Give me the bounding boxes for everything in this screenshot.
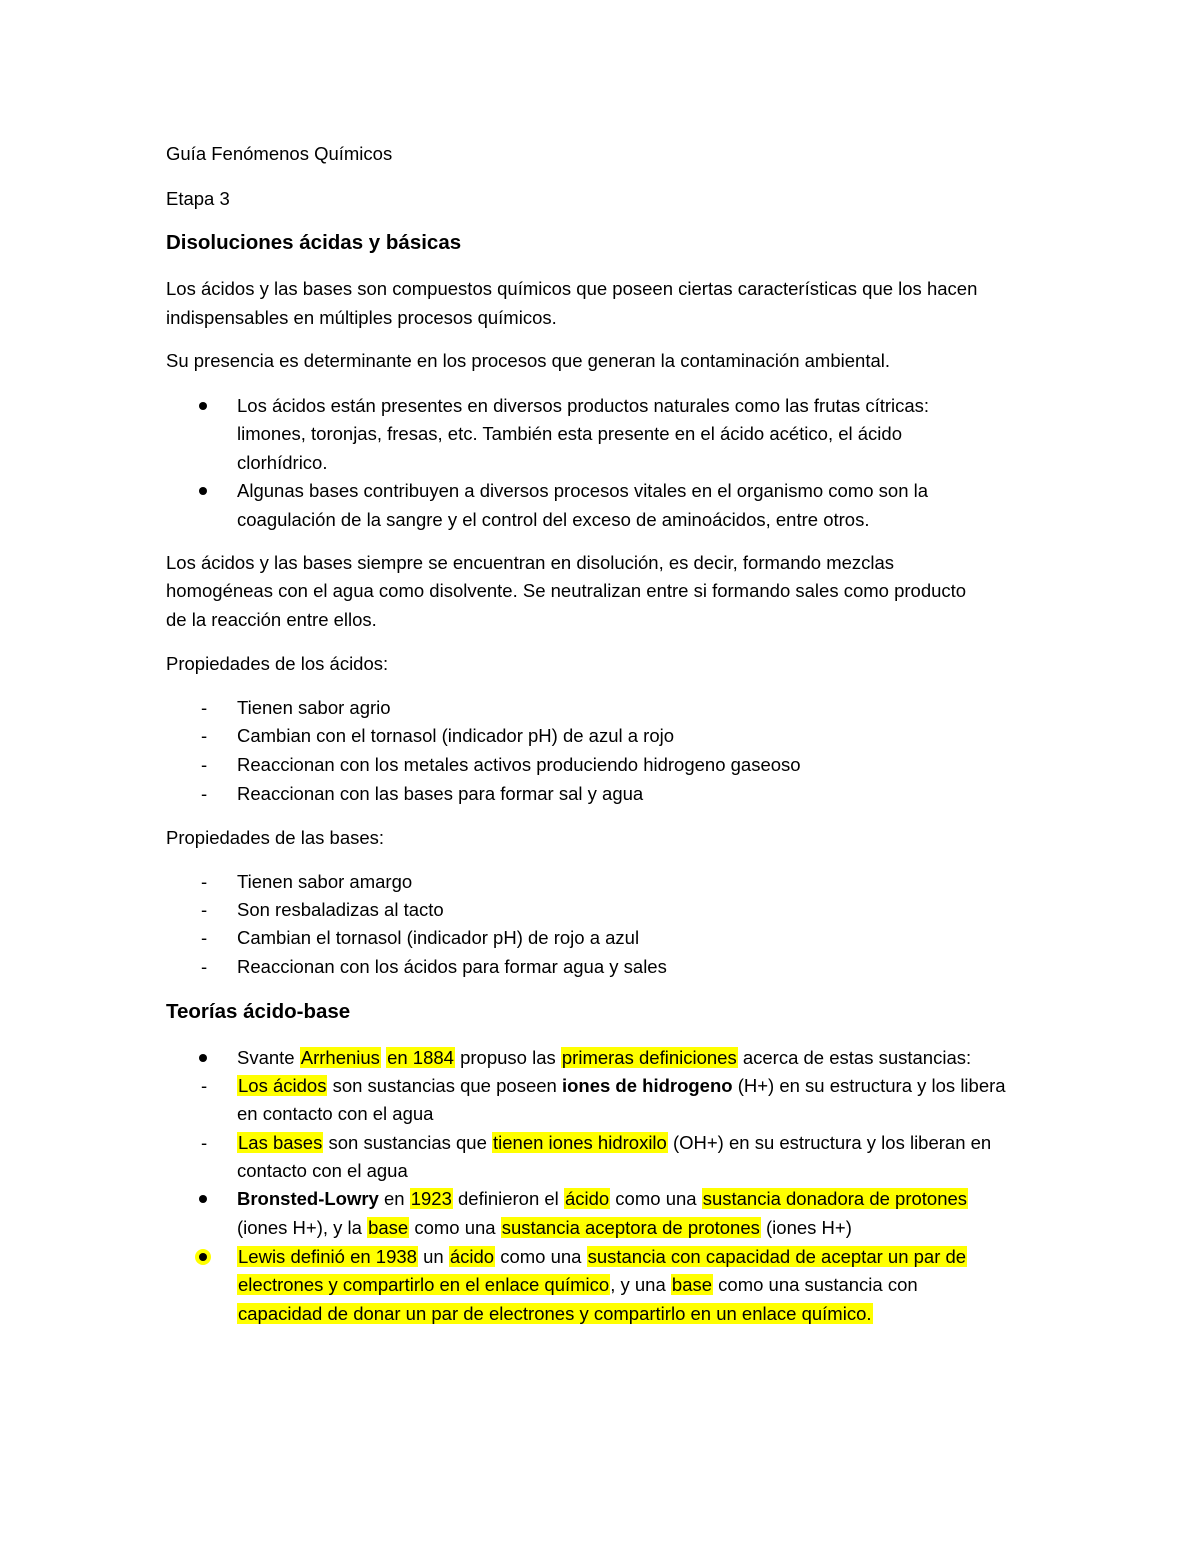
paragraph-line: homogéneas con el agua como disolvente. Se neutralizan entre si formando sales como producto <box>166 580 967 601</box>
dash-icon: - <box>201 1075 208 1096</box>
bullet-text-line: Algunas bases contribuyen a diversos procesos vitales en el organismo como son la <box>237 480 929 501</box>
paragraph-line: indispensables en múltiples procesos químicos. <box>166 307 557 328</box>
bullet-icon <box>199 487 207 495</box>
stage-label: Etapa 3 <box>166 188 230 209</box>
dash-icon: - <box>201 899 208 920</box>
dash-icon: - <box>201 871 208 892</box>
list-item: Reaccionan con los metales activos produciendo hidrogeno gaseoso <box>237 754 801 775</box>
bronsted-lowry-line: Bronsted-Lowry en 1923 definieron el ácido como una sustancia donadora de protones <box>237 1188 968 1209</box>
dash-icon: - <box>201 725 208 746</box>
bullet-icon <box>199 402 207 410</box>
bullet-icon <box>199 1195 207 1203</box>
document-title: Guía Fenómenos Químicos <box>166 143 393 164</box>
arrhenius-acid-line-2: en contacto con el agua <box>237 1103 434 1124</box>
arrhenius-line: Svante Arrhenius en 1884 propuso las primeras definiciones acerca de estas sustancias: <box>237 1047 972 1068</box>
dash-icon: - <box>201 927 208 948</box>
lewis-line: Lewis definió en 1938 un ácido como una sustancia con capacidad de aceptar un par de <box>238 1246 967 1267</box>
bullet-text-line: coagulación de la sangre y el control del exceso de aminoácidos, entre otros. <box>237 509 870 530</box>
arrhenius-base-line-2: contacto con el agua <box>237 1160 408 1181</box>
bullet-text-line: limones, toronjas, fresas, etc. También esta presente en el ácido acético, el ácido <box>237 423 902 444</box>
bullet-text-line: clorhídrico. <box>237 452 328 473</box>
paragraph-line: de la reacción entre ellos. <box>166 609 377 630</box>
list-item: Reaccionan con las bases para formar sal y agua <box>237 783 644 804</box>
paragraph-line: Su presencia es determinante en los procesos que generan la contaminación ambiental. <box>166 350 891 371</box>
lewis-line-3: capacidad de donar un par de electrones y compartirlo en un enlace químico. <box>238 1303 872 1324</box>
base-properties-title: Propiedades de las bases: <box>166 827 385 848</box>
dash-icon: - <box>201 1132 208 1153</box>
bullet-icon <box>199 1054 207 1062</box>
section-heading-disoluciones: Disoluciones ácidas y básicas <box>166 231 462 254</box>
dash-icon: - <box>201 783 208 804</box>
list-item: Tienen sabor amargo <box>237 871 413 892</box>
list-item: Cambian el tornasol (indicador pH) de rojo a azul <box>237 927 640 948</box>
bullet-text-line: Los ácidos están presentes en diversos productos naturales como las frutas cítricas: <box>237 395 930 416</box>
list-item: Tienen sabor agrio <box>237 697 391 718</box>
list-item: Reaccionan con los ácidos para formar agua y sales <box>237 956 667 977</box>
acid-properties-title: Propiedades de los ácidos: <box>166 653 389 674</box>
paragraph-line: Los ácidos y las bases son compuestos químicos que poseen ciertas características que los hacen <box>166 278 978 299</box>
dash-icon: - <box>201 956 208 977</box>
bronsted-lowry-line-2: (iones H+), y la base como una sustancia aceptora de protones (iones H+) <box>237 1217 852 1238</box>
lewis-line-2: electrones y compartirlo en el enlace químico, y una base como una sustancia con <box>238 1274 918 1295</box>
section-heading-teorias: Teorías ácido-base <box>166 1000 351 1023</box>
paragraph-line: Los ácidos y las bases siempre se encuentran en disolución, es decir, formando mezclas <box>166 552 895 573</box>
list-item: Cambian con el tornasol (indicador pH) de azul a rojo <box>237 725 675 746</box>
arrhenius-acid-line: Los ácidos son sustancias que poseen iones de hidrogeno (H+) en su estructura y los libera <box>238 1075 1006 1096</box>
list-item: Son resbaladizas al tacto <box>237 899 444 920</box>
dash-icon: - <box>201 754 208 775</box>
arrhenius-base-line: Las bases son sustancias que tienen iones hidroxilo (OH+) en su estructura y los liberan en <box>238 1132 992 1153</box>
bullet-icon <box>199 1253 207 1261</box>
dash-icon: - <box>201 697 208 718</box>
